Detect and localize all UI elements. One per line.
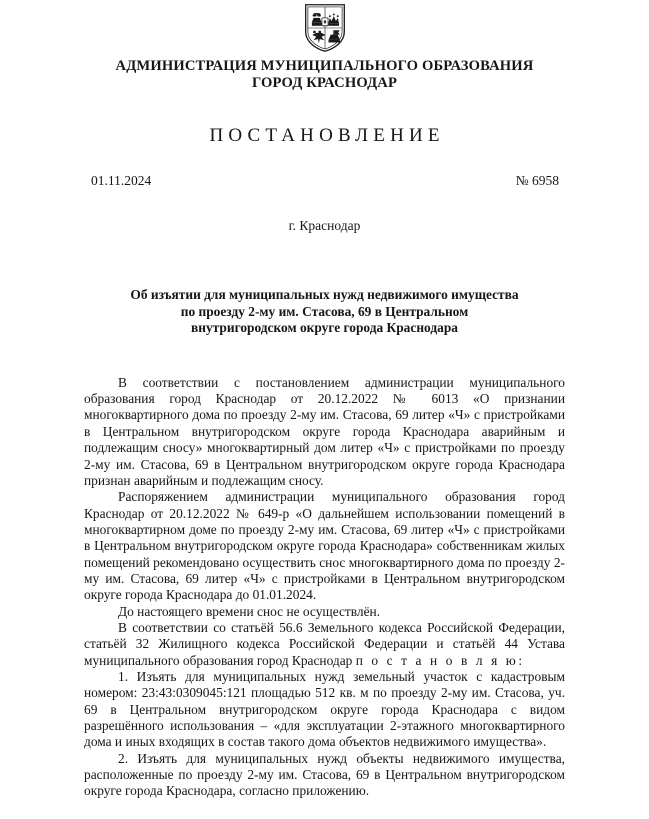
document-subject	[84, 287, 565, 337]
organization-title-line1: АДМИНИСТРАЦИЯ МУНИЦИПАЛЬНОГО ОБРАЗОВАНИЯ	[115, 58, 534, 74]
document-city: г. Краснодар	[288, 218, 361, 233]
document-meta-row	[84, 173, 565, 189]
organization-title-line2: ГОРОД КРАСНОДАР	[251, 75, 398, 91]
body-paragraph-2: Распоряжением администрации муниципального образования город Краснодар от 20.12.2022 № 649-р «О дальнейшем использовании помещений в многоквартирном доме по проезду 2-му им. Стасова, 69 литер «Ч» с пристройками в Центральном внутригородском округе города Краснодара» собственникам жилых помещений рекомендовано осуществить снос многоквартирного дома по проезду 2-му им. Стасова, 69 литер «Ч» с пристройками в Центральном внутригородском округе города Краснодара до 01.01.2024.	[84, 489, 565, 603]
body-item-2: 2. Изъять для муниципальных нужд объекты недвижимого имущества, расположенные по проезду 2-му им. Стасова, 69 в Центральном внутригородском округе города Краснодара, согласно приложению.	[84, 750, 565, 799]
document-body	[84, 375, 565, 800]
body-paragraph-4	[84, 620, 565, 669]
resolution-verb: п о с т а н о в л я ю:	[355, 652, 525, 668]
coat-of-arms-krasnodar-icon	[303, 3, 347, 53]
document-subject-line1: Об изъятии для муниципальных нужд недвижимого имущества	[130, 287, 519, 302]
body-paragraph-4-text: В соответствии со статьёй 56.6 Земельного кодекса Российской Федерации, статьёй 32 Жилищного кодекса Российской Федерации и статьёй 44 Устава муниципального образования город Краснодар	[84, 619, 565, 668]
coat-of-arms-container	[84, 0, 565, 53]
document-number: № 6958	[515, 173, 559, 188]
document-subject-line2: по проезду 2-му им. Стасова, 69 в Центральном	[180, 303, 469, 319]
document-date: 01.11.2024	[91, 173, 152, 188]
organization-title	[84, 58, 565, 92]
body-paragraph-1: В соответствии с постановлением администрации муниципального образования город Краснодар от 20.12.2022 № 6013 «О признании многоквартирного дома по проезду 2-му им. Стасова, 69 литер «Ч» с пристройками в Центральном внутригородском округе города Краснодара аварийным и подлежащим сносу» многоквартирный дом литер «Ч» с пристройками по проезду 2-му им. Стасова, 69 в Центральном внутригородском округе города Краснодара признан аварийным и подлежащим сносу.	[84, 374, 565, 488]
body-item-1: 1. Изъять для муниципальных нужд земельный участок с кадастровым номером: 23:43:0309045:121 площадью 512 кв. м по проезду 2-му им. Стасова, уч. 69 в Центральном внутригородском округе города Краснодара с видом разрешённого использования – «для эксплуатации 2-этажного многоквартирного дома и иных входящих в состав такого дома объектов недвижимого имущества».	[84, 668, 565, 750]
document-subject-line3: внутригородском округе города Краснодара	[191, 320, 458, 336]
document-kind-title: ПОСТАНОВЛЕНИЕ	[209, 125, 445, 146]
body-paragraph-3: До настоящего времени снос не осуществлён.	[118, 603, 381, 619]
